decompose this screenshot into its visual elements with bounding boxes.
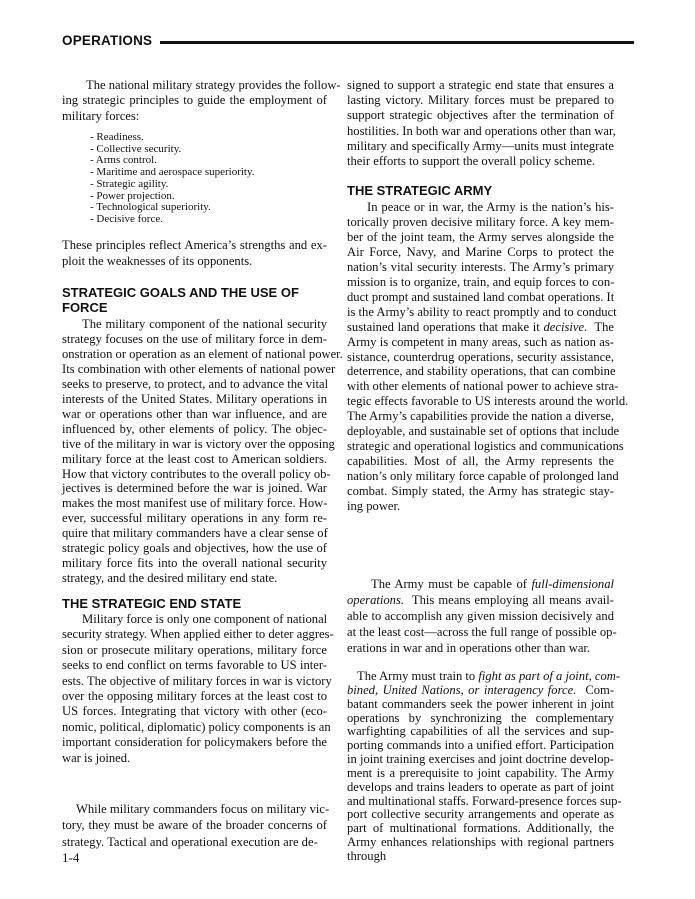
text-line: strategy, and the desired military end state. xyxy=(62,571,278,586)
text-line: lasting victory. Military forces must be prepared to xyxy=(347,93,614,108)
text-span: The Army must be capable of xyxy=(371,577,532,591)
text-line: deterrence, and stability operations, that can combine xyxy=(347,364,616,379)
text-line: support strategic objectives after the termination of xyxy=(347,108,614,123)
text-line: port collective security arrangements and operate as xyxy=(347,807,614,822)
text-line: These principles reflect America’s strengths and ex- xyxy=(62,238,327,252)
paragraph-end-state xyxy=(62,612,334,766)
text-line: Army enhances relationships with regional partners xyxy=(347,835,614,850)
list-item: - Decisive force. xyxy=(90,212,163,225)
text-line: onstration or operation as an element of national power. xyxy=(62,346,343,361)
text-line: ploit the weaknesses of its opponents. xyxy=(62,254,253,268)
text-line: tegic effects favorable to US interests around the world. xyxy=(347,394,629,409)
italic-text: bined, United Nations, or interagency force. xyxy=(347,682,577,697)
text-line: military and specifically Army—units must integrate xyxy=(347,138,614,153)
list-item: - Maritime and aerospace superiority. xyxy=(90,166,255,179)
text-line: military force fits into the overall national security xyxy=(62,556,327,571)
text-line: over the opposing military forces at the least cost to xyxy=(62,689,327,704)
text-span: . The xyxy=(584,319,614,334)
text-span: Com- xyxy=(576,682,615,697)
text-line: at the least cost—across the full range of possible op- xyxy=(347,625,617,639)
text-line: ever, successful military operations in any form re- xyxy=(62,511,327,526)
paragraph-joint xyxy=(347,669,622,864)
heading-line: FORCE xyxy=(62,300,108,315)
text-line: their efforts to support the overall policy scheme. xyxy=(347,154,596,169)
text-line: porting commands into a unified effort. Participation xyxy=(347,738,614,753)
heading-strategic-army: THE STRATEGIC ARMY xyxy=(347,183,493,198)
header-rule xyxy=(160,41,634,44)
text-span: The Army must train to xyxy=(357,669,479,683)
text-line: Army is competent in many areas, such as nation as- xyxy=(347,334,614,349)
running-header: OPERATIONS xyxy=(62,33,153,48)
text-line: ing strategic principles to guide the employment of xyxy=(62,93,327,108)
text-line: strategic and operational logistics and communications xyxy=(347,439,624,454)
text-line: jectives is determined before the war is joined. War xyxy=(62,481,327,496)
text-span: This means employing all means avail- xyxy=(404,593,614,607)
text-span: sustained land operations that make it xyxy=(347,319,544,334)
italic-text: full-dimensional xyxy=(531,577,614,591)
text-line: nomic, political, diplomatic) policy components is an xyxy=(62,719,331,734)
text-line: combat. Simply stated, the Army has strategic stay- xyxy=(347,484,614,499)
text-line: How that victory contributes to the overall policy ob- xyxy=(62,466,331,481)
heading-line: STRATEGIC GOALS AND THE USE OF xyxy=(62,285,299,300)
paragraph-reflect xyxy=(62,237,327,269)
text-line: security strategy. When applied either to deter aggres- xyxy=(62,627,334,642)
paragraph-goals xyxy=(62,317,343,586)
text-line: The military component of the national security xyxy=(82,317,327,331)
list-item: - Power projection. xyxy=(90,189,175,202)
text-line: sistance, counterdrug operations, security assistance, xyxy=(347,349,614,364)
text-line: influenced by, other elements of policy. The objec- xyxy=(62,421,327,436)
text-line: strategic policy goals and objectives, how the use of xyxy=(62,541,327,556)
text-line: makes the most manifest use of military force. How- xyxy=(62,496,328,511)
text-line: able to accomplish any given mission decisively and xyxy=(347,609,614,623)
text-line: batant commanders seek the power inherent in joint xyxy=(347,696,614,711)
text-line: tive of the military in war is victory over the opposing xyxy=(62,436,335,451)
text-line xyxy=(347,669,621,684)
italic-text: fight as part of a joint, com- xyxy=(478,669,621,683)
text-line: deployable, and sustainable set of options that include xyxy=(347,424,620,439)
text-line: in joint training exercises and joint doctrine develop- xyxy=(347,752,614,767)
heading-end-state: THE STRATEGIC END STATE xyxy=(62,596,242,611)
text-line: develops and trains leaders to operate as part of joint xyxy=(347,779,614,794)
text-line: duct prompt and sustained land combat operations. It xyxy=(347,289,615,304)
text-line: war is joined. xyxy=(62,750,131,765)
text-line xyxy=(347,576,614,592)
text-line: ests. The objective of military forces in war is victory xyxy=(62,673,332,688)
text-line: ber of the joint team, the Army serves alongside the xyxy=(347,229,614,244)
paragraph-signed xyxy=(347,78,614,169)
list-item: - Collective security. xyxy=(90,142,182,155)
text-line: military force at the least cost to American soldiers. xyxy=(62,451,327,466)
italic-text: operations. xyxy=(347,593,405,607)
text-line: is the Army’s ability to react promptly and to conduct xyxy=(347,304,617,319)
text-line: through xyxy=(347,848,387,863)
text-line: part of multinational formations. Additionally, the xyxy=(347,821,614,836)
text-line: nation’s vital security interests. The Army’s primary xyxy=(347,259,614,274)
text-line: seeks to preserve, to protect, and to advance the vital xyxy=(62,376,329,391)
text-line xyxy=(347,320,614,335)
italic-text: decisive xyxy=(543,319,585,334)
text-line: torically proven decisive military force. A key mem- xyxy=(347,214,614,229)
text-line: seeks to end conflict on terms favorable to US inter- xyxy=(62,658,327,673)
text-line: While military commanders focus on military vic- xyxy=(76,802,330,816)
paragraph-intro xyxy=(62,78,341,124)
text-line: The Army’s capabilities provide the nation a diverse, xyxy=(347,409,614,424)
text-line: signed to support a strategic end state that ensures a xyxy=(347,78,614,92)
text-line: interests of the United States. Military operations in xyxy=(62,391,327,406)
heading-strategic-goals xyxy=(62,285,299,315)
text-line: strategy. Tactical and operational execution are de- xyxy=(62,834,318,849)
text-line: hostilities. In both war and operations other than war, xyxy=(347,123,616,138)
text-line: In peace or in war, the Army is the nation’s his- xyxy=(367,200,614,214)
list-item: - Strategic agility. xyxy=(90,177,169,190)
text-line: war or operations other than war influence, and are xyxy=(62,406,327,421)
paragraph-army xyxy=(347,200,629,514)
text-line: Military force is only one component of national xyxy=(82,612,328,626)
text-line: Its combination with other elements of national power xyxy=(62,361,336,376)
text-line xyxy=(347,592,614,608)
text-line: mission is to organize, train, and equip forces to con- xyxy=(347,274,615,289)
principles-list xyxy=(90,132,255,226)
page-number: 1-4 xyxy=(62,850,80,865)
list-item: - Arms control. xyxy=(90,154,157,167)
text-line: US forces. Integrating that victory with other (eco- xyxy=(62,704,327,719)
text-line: Air Force, Navy, and Marine Corps to protect the xyxy=(347,244,614,259)
text-line: The national military strategy provides the follow- xyxy=(86,78,341,92)
text-line: sion or prosecute military operations, military force xyxy=(62,642,327,657)
list-item: - Technological superiority. xyxy=(90,201,211,214)
text-line: capabilities. Most of all, the Army represents the xyxy=(347,454,614,469)
text-line: important consideration for policymakers before the xyxy=(62,735,327,750)
list-item: - Readiness. xyxy=(90,131,144,143)
text-line: operations by synchronizing the complementary xyxy=(347,710,614,725)
text-line: strategy focuses on the use of military force in dem- xyxy=(62,331,327,346)
text-line: erations in war and in operations other than war. xyxy=(347,641,591,655)
text-line: quire that military commanders have a clear sense of xyxy=(62,526,328,541)
text-line xyxy=(347,684,614,698)
text-line: ment is a prerequisite to joint capability. The Army xyxy=(347,765,614,780)
text-line: ing power. xyxy=(347,499,401,514)
paragraph-while xyxy=(62,801,330,850)
text-line: with other elements of national power to achieve stra- xyxy=(347,379,619,394)
text-line: warfighting capabilities of all the services and sup- xyxy=(347,724,614,739)
text-line: tory, they must be aware of the broader concerns of xyxy=(62,818,327,833)
text-line: and multinational staffs. Forward-presence forces sup- xyxy=(347,793,622,808)
text-line: nation’s only military force capable of prolonged land xyxy=(347,469,619,484)
paragraph-full-dimensional xyxy=(347,576,617,656)
text-line: military forces: xyxy=(62,108,140,123)
